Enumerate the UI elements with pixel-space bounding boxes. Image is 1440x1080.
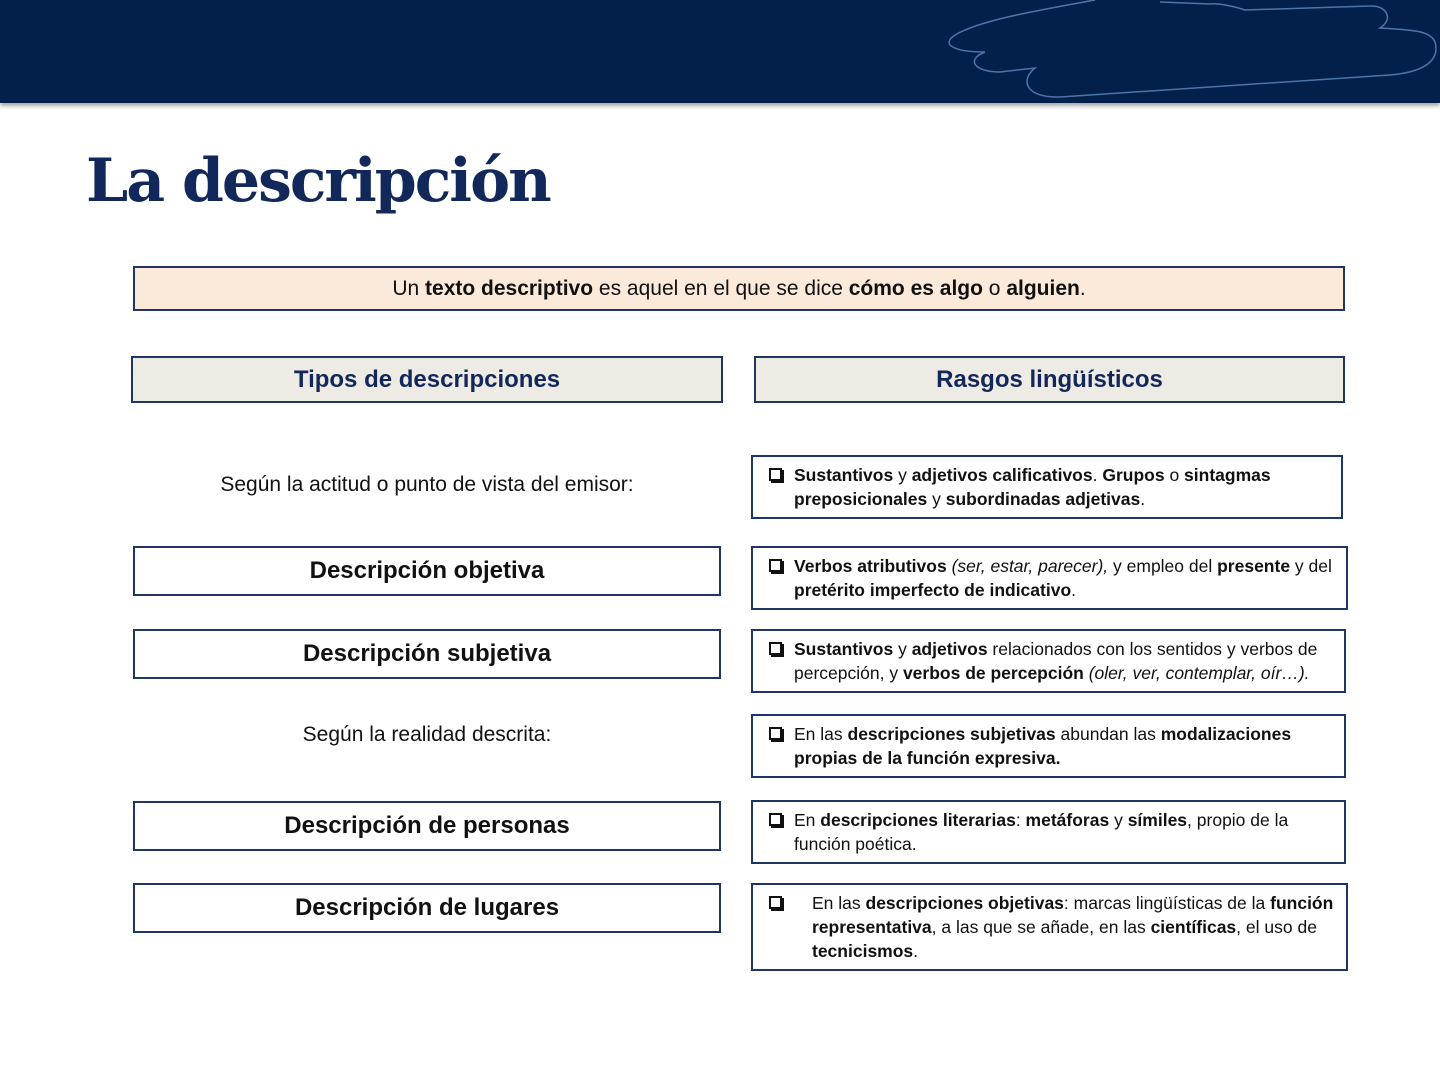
text-segment: Un xyxy=(392,276,426,300)
text-segment: símiles xyxy=(1127,810,1188,830)
checkbox-bullet-icon xyxy=(769,642,782,655)
text-segment: , propio de la función poética. xyxy=(794,810,1289,854)
text-segment: función representativa xyxy=(812,893,1334,937)
text-segment: descripciones objetivas xyxy=(865,893,1064,913)
text-segment: . xyxy=(1079,276,1086,300)
group-label-reality: Según la realidad descrita: xyxy=(302,723,552,746)
text-segment: En las xyxy=(794,724,848,744)
feature-item xyxy=(751,714,1346,778)
features-heading: Rasgos lingüísticos xyxy=(754,356,1345,403)
checkbox-bullet-icon xyxy=(769,813,782,826)
text-segment: y empleo del xyxy=(1108,556,1218,576)
text-segment: cómo es algo xyxy=(848,276,983,300)
feature-item xyxy=(751,455,1343,519)
types-heading: Tipos de descripciones xyxy=(131,356,723,403)
text-segment: sintagmas preposicionales xyxy=(794,465,1271,509)
text-segment: o xyxy=(982,276,1007,300)
text-segment: y xyxy=(1109,810,1128,830)
text-segment: Verbos atributivos xyxy=(794,556,947,576)
text-segment: modalizaciones propias de la función expresiva. xyxy=(794,724,1292,768)
type-places: Descripción de lugares xyxy=(133,883,721,933)
text-segment: Sustantivos xyxy=(794,639,894,659)
text-segment: descripciones literarias xyxy=(820,810,1016,830)
feature-text xyxy=(794,639,1317,683)
feature-text xyxy=(794,810,1288,854)
text-segment: metáforas xyxy=(1025,810,1110,830)
text-segment: científicas xyxy=(1150,917,1237,937)
feature-item xyxy=(751,546,1348,610)
text-segment: (ser, estar, parecer), xyxy=(951,556,1109,576)
text-segment: adjetivos calificativos xyxy=(911,465,1093,485)
brush-stroke-decoration xyxy=(0,0,1440,103)
text-segment: subordinadas adjetivas xyxy=(945,489,1141,509)
text-segment: : xyxy=(1015,810,1026,830)
definition-box xyxy=(133,266,1345,311)
text-segment: . xyxy=(913,941,919,961)
type-objective: Descripción objetiva xyxy=(133,546,721,596)
text-segment: texto descriptivo xyxy=(425,276,594,300)
text-segment: pretérito imperfecto de indicativo xyxy=(794,580,1072,600)
text-segment: (oler, ver, contemplar, oír…). xyxy=(1088,663,1310,683)
feature-item xyxy=(751,883,1348,971)
definition-text xyxy=(392,277,1085,301)
text-segment: o xyxy=(1164,465,1185,485)
text-segment: tecnicismos xyxy=(812,941,914,961)
text-segment: y del xyxy=(1290,556,1332,576)
checkbox-bullet-icon xyxy=(769,559,782,572)
text-segment: presente xyxy=(1217,556,1291,576)
header-banner xyxy=(0,0,1440,103)
feature-text xyxy=(812,893,1333,961)
type-people: Descripción de personas xyxy=(133,801,721,851)
text-segment: Grupos xyxy=(1102,465,1165,485)
text-segment: : marcas lingüísticas de la xyxy=(1063,893,1271,913)
text-segment: y xyxy=(893,465,912,485)
text-segment: es aquel en el que se dice xyxy=(593,276,849,300)
text-segment: , el uso de xyxy=(1236,917,1317,937)
text-segment: abundan las xyxy=(1055,724,1161,744)
text-segment: y xyxy=(893,639,912,659)
text-segment: . xyxy=(1071,580,1077,600)
feature-item xyxy=(751,800,1346,864)
text-segment: verbos de percepción xyxy=(902,663,1084,683)
text-segment: adjetivos xyxy=(911,639,988,659)
text-segment: En las xyxy=(812,893,866,913)
text-segment: descripciones subjetivas xyxy=(847,724,1056,744)
text-segment: , a las que se añade, en las xyxy=(931,917,1151,937)
checkbox-bullet-icon xyxy=(769,727,782,740)
feature-text xyxy=(794,556,1332,600)
text-segment: . xyxy=(1092,465,1103,485)
text-segment: y xyxy=(927,489,946,509)
text-segment: . xyxy=(1140,489,1146,509)
text-segment: alguien xyxy=(1006,276,1080,300)
feature-text xyxy=(794,724,1291,768)
text-segment: relacionados con los sentidos y verbos de percepción, y xyxy=(794,639,1318,683)
type-subjective: Descripción subjetiva xyxy=(133,629,721,679)
feature-text xyxy=(794,465,1271,509)
text-segment: Sustantivos xyxy=(794,465,894,485)
page-title: La descripción xyxy=(86,146,550,216)
feature-item xyxy=(751,629,1346,693)
text-segment: En xyxy=(794,810,821,830)
group-label-attitude: Según la actitud o punto de vista del emisor: xyxy=(220,473,634,496)
checkbox-bullet-icon xyxy=(769,896,782,909)
checkbox-bullet-icon xyxy=(769,468,782,481)
